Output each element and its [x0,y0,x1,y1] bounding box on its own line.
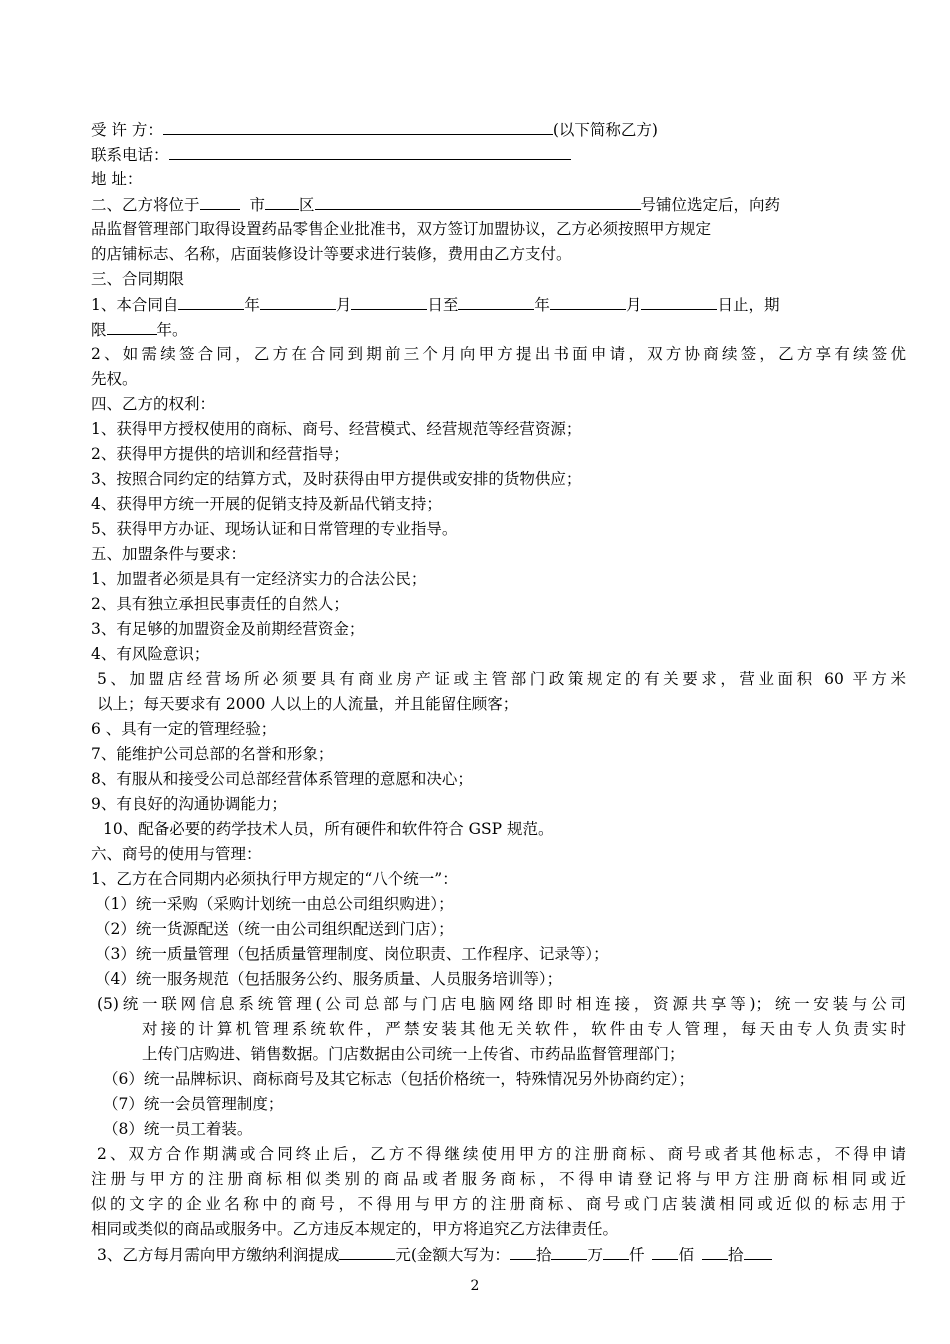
unify-item-5-line3: 上传门店购进、销售数据。门店数据由公司统一上传省、市药品监督管理部门； [142,1045,685,1063]
licensee-name-blank [163,117,475,135]
trademark-clause-line2: 注册与甲方的注册商标相似类别的商品或者服务商标，不得申请登记将与甲方注册商标相同或近 [91,1170,906,1188]
end-month-blank [550,292,626,310]
unify-item-2: （2）统一货源配送（统一由公司组织配送到门店）； [95,920,454,938]
section2-line1 [91,192,906,216]
term-limit-year: 年。 [156,321,188,339]
condition-item5-line1: 5、加盟店经营场所必须要具有商业房产证或主管部门政策规定的有关要求，营业面积 60 平方米 [97,670,906,688]
amount-bai-label: 佰 [678,1246,694,1264]
phone-label: 联系电话： [91,146,169,164]
unify-item-5-line2: 对接的计算机管理系统软件，严禁安装其他无关软件，软件由专人管理，每天由专人负责实时 [142,1020,906,1038]
renewal-line1: 2、如需续签合同，乙方在合同到期前三个月向甲方提出书面申请，双方协商续签，乙方享有续签优 [91,345,906,363]
city-blank [200,192,240,210]
page-number: 2 [470,1278,480,1294]
term-day-end: 日止，期 [717,296,780,314]
amount-bai-blank [652,1242,678,1260]
district-blank [265,192,299,210]
term-month-2: 月 [625,296,642,314]
amount-shi2-blank [702,1242,728,1260]
phone-blank [169,142,571,160]
profit-yuan: 元(金额大写为： [395,1246,510,1264]
trademark-clause-line3: 似的文字的企业名称中的商号，不得用与甲方的注册商标、商号或门店装潢相同或近似的标志用于 [91,1195,906,1213]
start-day-blank [351,292,427,310]
term-limit-line [91,317,906,341]
section2-line2: 品监督管理部门取得设置药品零售企业批准书，双方签订加盟协议，乙方必须按照甲方规定 [91,220,712,238]
address-label: 地 址： [91,170,143,188]
address-line [91,167,906,191]
start-month-blank [260,292,336,310]
start-year-blank [178,292,244,310]
term-year-1: 年 [244,296,260,314]
unify-item-7: （7）统一会员管理制度； [103,1095,284,1113]
profit-share-line [97,1242,906,1266]
eight-unify-intro: 1、乙方在合同期内必须执行甲方规定的“八个统一”： [91,870,458,888]
right-item: 1、获得甲方授权使用的商标、商号、经营模式、经营规范等经营资源； [91,420,582,438]
section3-heading: 三、合同期限 [91,270,185,288]
condition-item: 4、有风险意识； [91,645,210,663]
term-year-2: 年 [534,296,550,314]
profit-amount-blank [339,1242,395,1260]
section6-heading: 六、商号的使用与管理： [91,845,262,863]
licensee-line [91,117,906,141]
condition-item: 8、有服从和接受公司总部经营体系管理的意愿和决心； [91,770,473,788]
right-item: 4、获得甲方统一开展的促销支持及新品代销支持； [91,495,442,513]
unify-item-5-line1: (5)统一联网信息系统管理(公司总部与门店电脑网络即时相连接，资源共享等)；统一安装与公司 [97,995,906,1013]
trademark-clause-line4: 相同或类似的商品或服务中。乙方违反本规定的，甲方将追究乙方法律责任。 [91,1220,619,1238]
right-item: 5、获得甲方办证、现场认证和日常管理的专业指导。 [91,520,458,538]
shop-number-blank [315,192,641,210]
condition-item: 9、有良好的沟通协调能力； [91,795,287,813]
end-year-blank [458,292,534,310]
licensee-suffix: (以下简称乙方) [552,121,658,139]
right-item: 2、获得甲方提供的培训和经营指导； [91,445,349,463]
term-day-to: 日至 [427,296,459,314]
term-limit: 限 [91,321,107,339]
condition-item: 6 、具有一定的管理经验； [91,720,277,738]
unify-item-1: （1）统一采购（采购计划统一由总公司组织购进）； [95,895,454,913]
condition-item5-line2: 以上；每天要求有 2000 人以上的人流量，并且能留住顾客； [97,695,519,713]
section2-district: 区 [299,196,315,214]
amount-shi-wan-blank [510,1242,536,1260]
amount-qian-label: 仟 [628,1246,645,1264]
right-item: 3、按照合同约定的结算方式，及时获得由甲方提供或安排的货物供应； [91,470,582,488]
term-years-blank [107,317,157,335]
profit-share-lead: 3、乙方每月需向甲方缴纳利润提成 [97,1246,340,1264]
section4-heading: 四、乙方的权利： [91,395,216,413]
term-month-1: 月 [335,296,352,314]
condition-item: 2、具有独立承担民事责任的自然人； [91,595,349,613]
section2-lead: 二、乙方将位于 [91,196,200,214]
phone-line [91,142,906,166]
section5-heading: 五、加盟条件与要求： [91,545,247,563]
term-line [91,292,906,316]
amount-wan-blank [551,1242,587,1260]
condition-item: 3、有足够的加盟资金及前期经营资金； [91,620,365,638]
unify-item-6: （6）统一品牌标识、商标商号及其它标志（包括价格统一，特殊情况另外协商约定）； [103,1070,695,1088]
end-day-blank [641,292,717,310]
unify-item-3: （3）统一质量管理（包括质量管理制度、岗位职责、工作程序、记录等）； [95,945,609,963]
condition-item10: 10、配备必要的药学技术人员，所有硬件和软件符合 GSP 规范。 [103,820,554,838]
amount-wan-label: 万 [587,1246,603,1264]
licensee-name-blank-2 [475,117,553,135]
section2-city: 市 [249,196,266,214]
renewal-line2: 先权。 [91,370,138,388]
condition-item: 7、能维护公司总部的名誉和形象； [91,745,334,763]
unify-item-8: （8）统一员工着装。 [103,1120,253,1138]
unify-item-4: （4）统一服务规范（包括服务公约、服务质量、人员服务培训等）； [95,970,563,988]
condition-item: 1、加盟者必须是具有一定经济实力的合法公民； [91,570,427,588]
amount-shi-label: 拾 [535,1246,552,1264]
amount-qian-blank [603,1242,629,1260]
section2-tail: 号铺位选定后，向药 [640,196,781,214]
trademark-clause-line1: 2、双方合作期满或合同终止后，乙方不得继续使用甲方的注册商标、商号或者其他标志，不得申请 [97,1145,906,1163]
amount-shi2-label: 拾 [728,1246,744,1264]
licensee-label: 受 许 方： [91,121,163,139]
amount-yuan-blank [744,1242,772,1260]
term-start: 1、本合同自 [91,296,179,314]
section2-line3: 的店铺标志、名称，店面装修设计等要求进行装修，费用由乙方支付。 [91,245,572,263]
